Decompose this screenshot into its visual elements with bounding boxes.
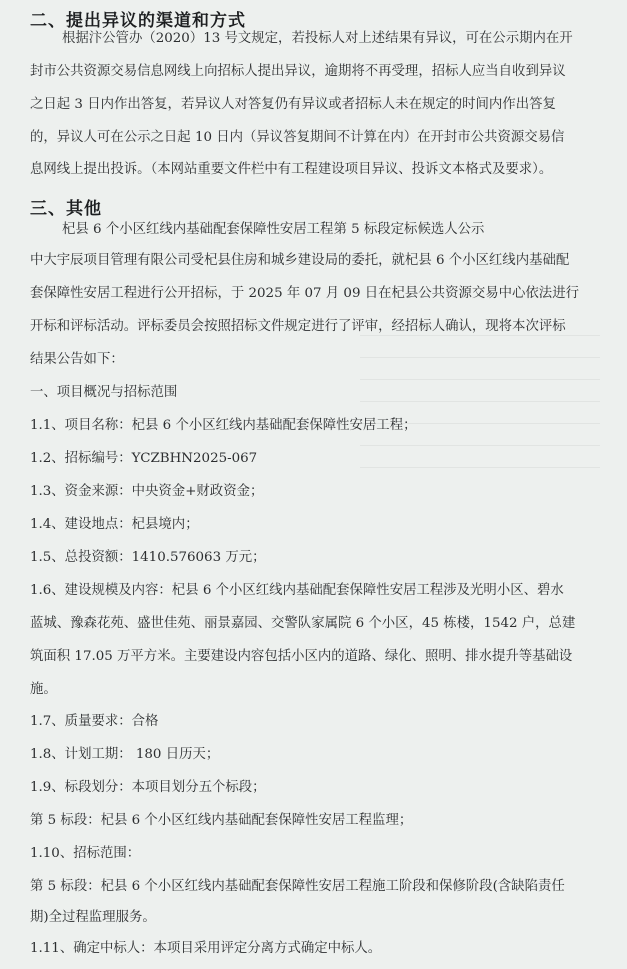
section-2-line-4: 的，异议人可在公示之日起 10 日内（异议答复期间不计算在内）在开封市公共资源交易信 bbox=[30, 130, 565, 145]
section-2-heading: 二、提出异议的渠道和方式 bbox=[30, 11, 246, 31]
section-3-heading: 三、其他 bbox=[30, 199, 102, 219]
lot-5-scope-line-2: 期)全过程监理服务。 bbox=[30, 910, 156, 925]
item-1-10: 1.10、招标范围： bbox=[30, 846, 141, 861]
item-1-7: 1.7、质量要求：合格 bbox=[30, 714, 159, 729]
intro-line-1: 中大宇辰项目管理有限公司受杞县住房和城乡建设局的委托，就杞县 6 个小区红线内基础配 bbox=[30, 253, 570, 268]
item-1-1: 1.1、项目名称：杞县 6 个小区红线内基础配套保障性安居工程； bbox=[30, 418, 417, 433]
subsection-heading: 一、项目概况与招标范围 bbox=[30, 385, 178, 400]
intro-line-2: 套保障性安居工程进行公开招标，于 2025 年 07 月 09 日在杞县公共资源交易中心依法进行 bbox=[30, 286, 579, 301]
item-1-6-line-4: 施。 bbox=[30, 682, 57, 697]
intro-line-3: 开标和评标活动。评标委员会按照招标文件规定进行了评审，经招标人确认，现将本次评标 bbox=[30, 319, 566, 334]
notice-title: 杞县 6 个小区红线内基础配套保障性安居工程第 5 标段定标候选人公示 bbox=[62, 222, 485, 237]
item-1-2: 1.2、招标编号：YCZBHN2025-067 bbox=[30, 451, 258, 466]
lot-5-scope-line-1: 第 5 标段：杞县 6 个小区红线内基础配套保障性安居工程施工阶段和保修阶段(含缺陷责任 bbox=[30, 879, 565, 894]
item-1-4: 1.4、建设地点：杞县境内； bbox=[30, 517, 199, 532]
item-1-11: 1.11、确定中标人：本项目采用评定分离方式确定中标人。 bbox=[30, 941, 382, 956]
item-1-8: 1.8、计划工期： 180 日历天； bbox=[30, 747, 220, 762]
bleed-through-shadow bbox=[360, 318, 600, 468]
section-2-line-2: 封市公共资源交易信息网线上向招标人提出异议，逾期将不再受理，招标人应当自收到异议 bbox=[30, 64, 566, 79]
item-1-3: 1.3、资金来源：中央资金+财政资金； bbox=[30, 484, 264, 499]
item-1-6-line-1: 1.6、建设规模及内容：杞县 6 个小区红线内基础配套保障性安居工程涉及光明小区、碧水 bbox=[30, 583, 564, 598]
item-1-9: 1.9、标段划分：本项目划分五个标段； bbox=[30, 780, 266, 795]
item-1-6-line-2: 蓝城、豫森花苑、盛世佳苑、丽景嘉园、交警队家属院 6 个小区，45 栋楼，1542 户，总建 bbox=[30, 616, 576, 631]
item-1-5: 1.5、总投资额：1410.576063 万元； bbox=[30, 550, 266, 565]
intro-line-4: 结果公告如下： bbox=[30, 352, 124, 367]
lot-5-supervision: 第 5 标段：杞县 6 个小区红线内基础配套保障性安居工程监理； bbox=[30, 813, 413, 828]
section-2-line-1: 根据汴公管办（2020）13 号文规定，若投标人对上述结果有异议，可在公示期内在开 bbox=[62, 31, 573, 46]
section-2-line-5: 息网线上提出投诉。（本网站重要文件栏中有工程建设项目异议、投诉文本格式及要求）。 bbox=[30, 162, 553, 177]
item-1-6-line-3: 筑面积 17.05 万平方米。主要建设内容包括小区内的道路、绿化、照明、排水提升等基础设 bbox=[30, 649, 573, 664]
section-2-line-3: 之日起 3 日内作出答复，若异议人对答复仍有异议或者招标人未在规定的时间内作出答复 bbox=[30, 97, 556, 112]
